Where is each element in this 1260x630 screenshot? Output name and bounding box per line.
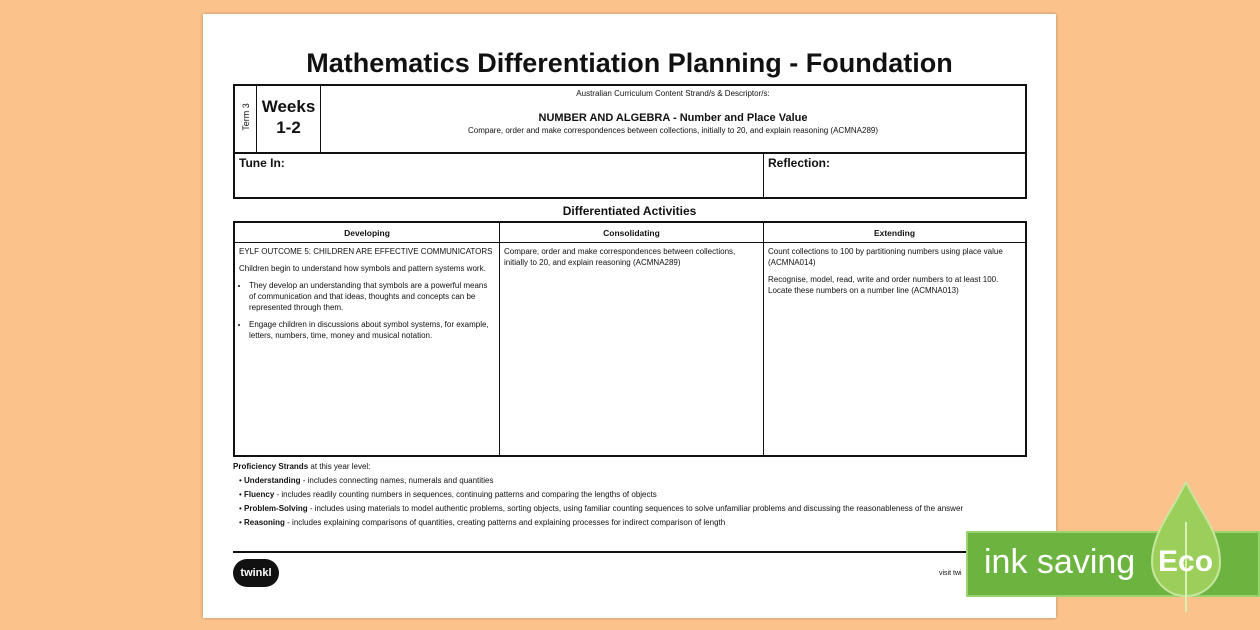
header-box: [233, 84, 1027, 154]
cell-text: Children begin to understand how symbols and pattern systems work.: [239, 264, 486, 273]
ink-saving-text: ink saving: [984, 543, 1136, 581]
eco-label: Eco: [1158, 545, 1214, 578]
curriculum-cell: [321, 86, 1025, 152]
strand-title: NUMBER AND ALGEBRA - Number and Place Value: [538, 112, 808, 124]
proficiency-heading: Proficiency Strands: [233, 462, 309, 471]
cell-text: Count collections to 100 by partitioning numbers using place value (ACMNA014): [768, 247, 1003, 267]
strand-label: Australian Curriculum Content Strand/s & Descriptor/s:: [576, 89, 770, 98]
column-heading: Developing: [235, 223, 499, 243]
proficiency-intro: at this year level:: [308, 462, 371, 471]
proficiency-strands: [233, 462, 1033, 527]
strand-item: • Problem-Solving - includes using materials to model authentic problems, sorting objects, using familiar counting sequences to solve unfamiliar problems and discussing the reasonableness of the answer: [239, 504, 1033, 513]
activities-table: [233, 221, 1027, 457]
weeks-range: 1-2: [276, 118, 301, 137]
column-extending: [764, 223, 1025, 455]
visit-text: visit twi: [939, 570, 962, 577]
twinkl-logo: twinkl: [233, 559, 279, 587]
weeks-cell: [257, 86, 321, 152]
cell-text: Compare, order and make correspondences between collections, initially to 20, and explain reasoning (ACMNA289): [504, 247, 736, 267]
reflection-label: Reflection:: [768, 156, 831, 170]
footer-divider: [233, 551, 1027, 553]
term-label: Term 3: [241, 103, 251, 131]
cell-text: Recognise, model, read, write and order numbers to at least 100. Locate these numbers on a number line (ACMNA013): [768, 275, 999, 295]
worksheet-page: [203, 14, 1056, 618]
column-developing: [235, 223, 500, 455]
column-consolidating: [500, 223, 764, 455]
strand-item: • Reasoning - includes explaining comparisons of quantities, creating patterns and explaining processes for indirect comparison of length: [239, 518, 1033, 527]
cell-text: EYLF OUTCOME 5: CHILDREN ARE EFFECTIVE COMMUNICATORS: [239, 247, 493, 256]
strand-item: • Fluency - includes readily counting numbers in sequences, continuing patterns and comparing the lengths of objects: [239, 490, 1033, 499]
tune-reflection-row: [233, 152, 1027, 199]
bullet-item: • Engage children in discussions about symbol systems, for example, letters, numbers, time, money and musical notation.: [249, 319, 495, 341]
strand-item: • Understanding - includes connecting names, numerals and quantities: [239, 476, 1033, 485]
activities-title: Differentiated Activities: [562, 204, 697, 218]
term-cell: [235, 86, 257, 152]
bullet-item: • They develop an understanding that symbols are a powerful means of communication and that ideas, thoughts and concepts can be represented through them.: [249, 280, 495, 313]
weeks-label: Weeks: [261, 97, 316, 116]
page-title: Mathematics Differentiation Planning - Foundation: [306, 48, 953, 78]
column-heading: Consolidating: [500, 223, 763, 243]
column-heading: Extending: [764, 223, 1025, 243]
tune-in-label: Tune In:: [235, 154, 764, 197]
descriptor: Compare, order and make correspondences between collections, initially to 20, and explain reasoning (ACMNA289): [468, 126, 878, 135]
